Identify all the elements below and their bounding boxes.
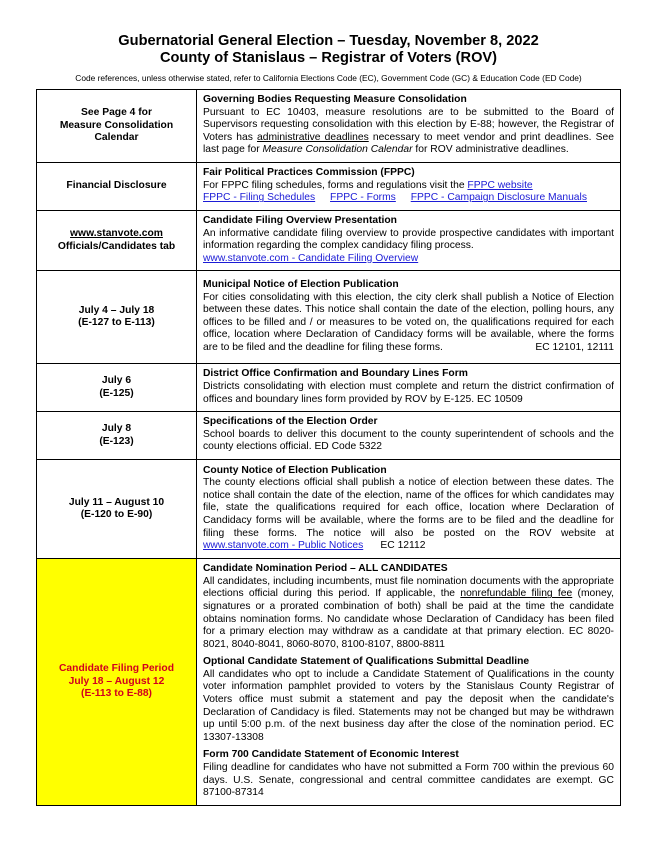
table-row [37,271,621,364]
description-cell: Fair Political Practices Commission (FPPC) For FPPC filing schedules, forms and regulations visit the FPPC website FPPC - Filing Schedules FPPC - Forms FPPC - Campaign Disclosure Manuals [197,162,621,210]
table-row [37,460,621,559]
section-title: County Notice of Election Publication [203,464,387,476]
code-references-note: Code references, unless otherwise stated, refer to California Elections Code (EC), Government Code (GC) & Education Code (ED Code) [75,73,582,83]
description-cell: Municipal Notice of Election Publication For cities consolidating with this election, the city clerk shall publish a Notice of Election between these dates. This notice shall contain the date of the election, polling hours, any offices to be filled and / or measures to be voted on, the qualifications required for each office, location where Declaration of Candidacy forms will be available, where the forms are to be filed and the deadline for filing these forms. EC 12101, 12111 [197,271,621,364]
fppc-filing-schedules-link[interactable]: FPPC - Filing Schedules [203,192,316,204]
code-reference: EC 13307-13308 [203,719,614,743]
section-title: Specifications of the Election Order [203,416,378,428]
fppc-website-link[interactable]: FPPC website [467,179,533,191]
section-title: Optional Candidate Statement of Qualifications Submittal Deadline [203,656,530,668]
candidate-filing-period-cell: Candidate Filing Period July 18 – August 12 (E-113 to E-88) [37,559,197,806]
code-reference: GC 87100-87314 [203,774,614,799]
description-cell: Specifications of the Election Order School boards to deliver this document to the county superintendent of schools and the county elections official. ED Code 5322 [197,412,621,460]
date-cell: See Page 4 for Measure Consolidation Calendar [37,90,197,163]
table-row [37,412,621,460]
table-row [37,162,621,210]
date-cell: www.stanvote.com Officials/Candidates tab [37,210,197,270]
nonrefundable-filing-fee-text: nonrefundable filing fee [460,588,573,600]
code-reference: EC 12112 [380,540,426,552]
description-cell: District Office Confirmation and Boundary Lines Form Districts consolidating with election must complete and return the district confirmation of offices and boundary lines form provided by ROV by E-125. EC 10509 [197,364,621,412]
administrative-deadlines-text: administrative deadlines [257,131,369,143]
stanvote-link[interactable]: www.stanvote.com [70,228,163,240]
code-reference: EC 8020-8021, 8040-8041, 8060-8070, 8100-8107, 8800-8811 [203,626,614,650]
fppc-forms-link[interactable]: FPPC - Forms [330,192,396,204]
section-title: Fair Political Practices Commission (FPPC) [203,167,415,179]
section-title: Form 700 Candidate Statement of Economic Interest [203,749,459,761]
date-cell: Financial Disclosure [37,162,197,210]
date-cell: July 11 – August 10 (E-120 to E-90) [37,460,197,559]
election-calendar-table [36,89,621,806]
table-row [37,90,621,163]
section-title: District Office Confirmation and Boundary Lines Form [203,368,468,380]
table-row [37,364,621,412]
date-cell: July 6 (E-125) [37,364,197,412]
section-title: Municipal Notice of Election Publication [203,279,399,291]
code-reference: EC 12101, 12111 [535,342,614,354]
fppc-campaign-manuals-link[interactable]: FPPC - Campaign Disclosure Manuals [410,192,587,204]
section-title: Candidate Filing Overview Presentation [203,214,397,226]
section-text: Pursuant to EC 10403, measure resolutions are to be submitted to the Board of Supervisors requesting consolidation with this election by E-88; however, the Registrar of Voters has administrative deadlines necessary to meet vendor and print deadlines. See last page for Measure Consolidation Calendar for ROV administrative deadlines. [203,106,614,156]
county-title: County of Stanislaus – Registrar of Voters (ROV) [159,50,498,66]
public-notices-link[interactable]: www.stanvote.com - Public Notices [203,540,364,552]
description-cell: Candidate Nomination Period – ALL CANDIDATES All candidates, including incumbents, must file nomination documents with the appropriate elections official during this period. If applicable, the nonrefundable filing fee (money, signatures or a prorated combination of both) shall be paid at the time the candidate obtains nomination forms. No candidate whose Declaration of Candidacy has been filed for a primary election may withdraw as a candidate at that primary election. EC 8020-8021, 8040-8041, 8060-8070, 8100-8107, 8800-8811 Optional Candidate Statement of Qualifications Submittal Deadline All candidates who opt to include a Candidate Statement of Qualifications in the county voter information pamphlet provided to voters by the Stanislaus County Registrar of Voters office must submit a statement and pay the deposit when the candidate's Declaration of Candidacy is filed. Statements may not be changed but may be withdrawn up until 5:00 p.m. of the next business day after the close of the nomination period. EC 13307-13308 Form 700 Candidate Statement of Economic Interest Filing deadline for candidates who have not submitted a Form 700 within the previous 60 days. U.S. Senate, congressional and central committee candidates are exempt. GC 87100-87314 [197,559,621,806]
description-cell [197,90,621,163]
candidate-filing-overview-link[interactable]: www.stanvote.com - Candidate Filing Overview [203,252,419,264]
date-cell: July 8 (E-123) [37,412,197,460]
section-title: Candidate Nomination Period – ALL CANDIDATES [203,563,448,575]
table-row [37,559,621,806]
date-cell: July 4 – July 18 (E-127 to E-113) [37,271,197,364]
code-reference: EC 10509 [476,393,523,405]
description-cell: County Notice of Election Publication The county elections official shall publish a notice of election between these dates. The notice shall contain the date of the election, name of the offices for which candidates may file, state the qualifications required for each office, location where Declaration of Candidacy forms will be available, where the forms are to be filed and the deadline for filing these forms. The notice will also be posted on the ROV website at www.stanvote.com - Public Notices EC 12112 [197,460,621,559]
description-cell: Candidate Filing Overview Presentation An informative candidate filing overview to provide prospective candidates with important information regarding the complex candidacy filing process. www.stanvote.com - Candidate Filing Overview [197,210,621,270]
table-row [37,210,621,270]
code-reference: ED Code 5322 [314,441,382,453]
section-title: Governing Bodies Requesting Measure Consolidation [203,94,467,105]
page-header [0,0,657,84]
election-title: Gubernatorial General Election – Tuesday, November 8, 2022 [118,33,539,49]
